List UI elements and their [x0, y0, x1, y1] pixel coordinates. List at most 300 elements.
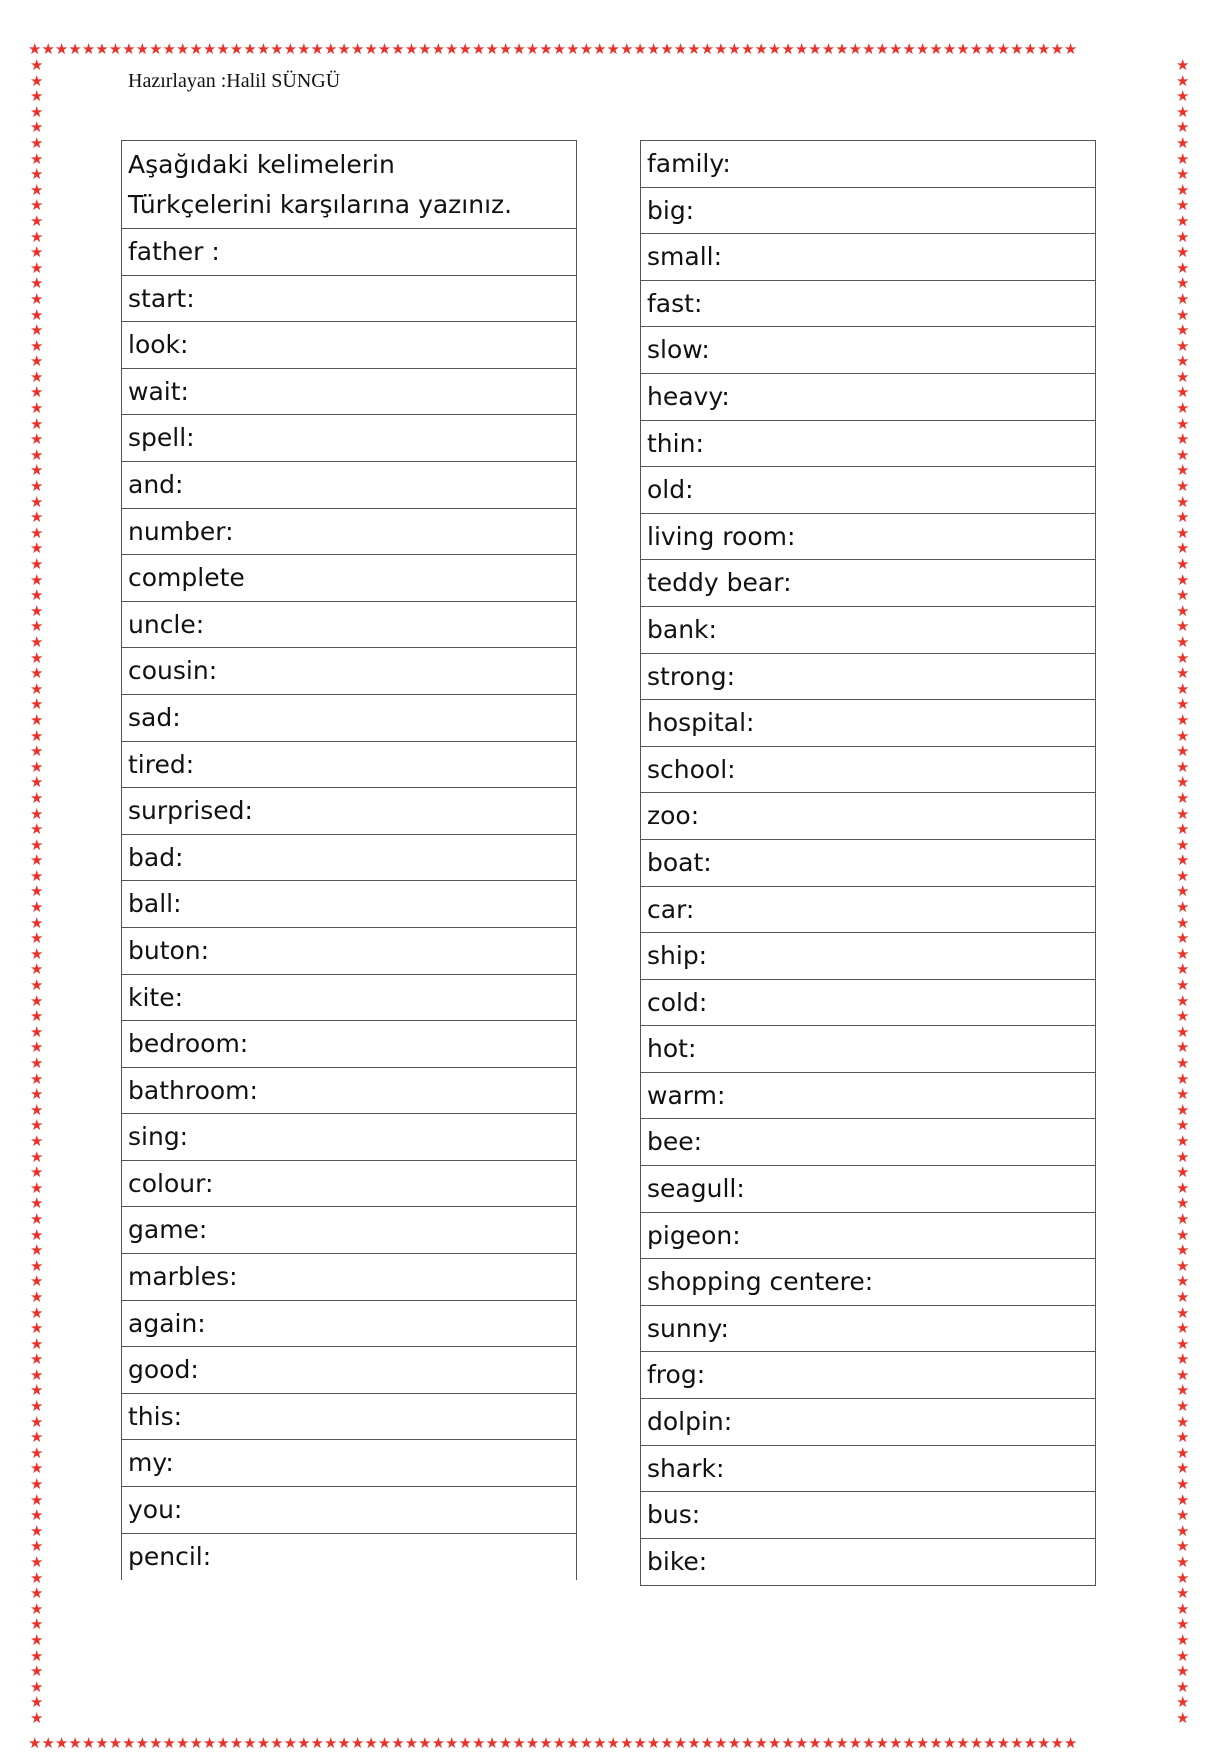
star-icon: ★	[606, 1736, 620, 1752]
star-icon: ★	[942, 42, 957, 58]
star-icon: ★	[1176, 243, 1190, 262]
star-icon: ★	[30, 1490, 44, 1509]
star-icon: ★	[30, 1131, 44, 1150]
star-border-top	[28, 42, 1188, 60]
star-icon: ★	[350, 1736, 365, 1752]
star-icon: ★	[81, 1736, 96, 1752]
star-icon: ★	[1176, 913, 1190, 932]
star-border-left	[30, 58, 48, 1738]
word-row: complete	[122, 555, 576, 602]
star-icon: ★	[862, 42, 876, 58]
star-icon: ★	[391, 42, 405, 58]
star-icon: ★	[1176, 321, 1190, 340]
star-icon: ★	[28, 42, 42, 58]
star-icon: ★	[633, 42, 647, 58]
star-icon: ★	[1176, 898, 1190, 917]
word-row: buton:	[122, 928, 576, 975]
star-icon: ★	[1176, 1287, 1190, 1306]
star-icon: ★	[552, 1736, 567, 1752]
star-icon: ★	[30, 1303, 44, 1322]
star-icon: ★	[68, 42, 82, 58]
word-row: game:	[122, 1207, 576, 1254]
star-icon: ★	[30, 742, 44, 761]
star-icon: ★	[30, 1428, 44, 1447]
star-icon: ★	[512, 1736, 526, 1752]
star-icon: ★	[323, 42, 338, 58]
star-icon: ★	[95, 42, 109, 58]
star-icon: ★	[30, 851, 44, 870]
star-icon: ★	[162, 42, 176, 58]
star-icon: ★	[1176, 804, 1190, 823]
star-icon: ★	[149, 42, 163, 58]
star-icon: ★	[431, 1736, 446, 1752]
star-icon: ★	[1176, 601, 1190, 620]
star-icon: ★	[30, 211, 44, 230]
star-icon: ★	[30, 539, 44, 558]
star-icon: ★	[754, 1736, 768, 1752]
star-icon: ★	[458, 1736, 472, 1752]
star-icon: ★	[30, 1475, 44, 1494]
star-icon: ★	[30, 102, 44, 121]
star-icon: ★	[1176, 586, 1190, 605]
star-icon: ★	[646, 42, 661, 58]
word-row: teddy bear:	[641, 560, 1095, 607]
star-icon: ★	[189, 1736, 203, 1752]
star-icon: ★	[30, 414, 44, 433]
star-border-bottom	[28, 1736, 1188, 1754]
star-icon: ★	[30, 804, 44, 823]
star-icon: ★	[297, 1736, 311, 1752]
word-row: hot:	[641, 1026, 1095, 1073]
star-icon: ★	[1176, 1163, 1190, 1182]
star-icon: ★	[30, 1319, 44, 1338]
star-icon: ★	[30, 430, 44, 449]
word-row: again:	[122, 1301, 576, 1348]
star-icon: ★	[54, 42, 69, 58]
star-icon: ★	[30, 399, 44, 418]
star-icon: ★	[30, 1100, 44, 1119]
star-icon: ★	[377, 42, 392, 58]
star-icon: ★	[1176, 1490, 1190, 1509]
star-icon: ★	[1176, 976, 1190, 995]
star-icon: ★	[30, 866, 44, 885]
star-icon: ★	[498, 42, 513, 58]
star-icon: ★	[915, 1736, 930, 1752]
star-icon: ★	[30, 508, 44, 527]
star-icon: ★	[30, 648, 44, 667]
star-icon: ★	[525, 1736, 540, 1752]
star-icon: ★	[741, 1736, 755, 1752]
word-row: uncle:	[122, 602, 576, 649]
star-icon: ★	[1176, 851, 1190, 870]
star-icon: ★	[902, 1736, 916, 1752]
star-icon: ★	[122, 42, 136, 58]
star-icon: ★	[30, 1630, 44, 1649]
star-icon: ★	[1176, 1209, 1190, 1228]
star-icon: ★	[30, 1178, 44, 1197]
star-icon: ★	[1176, 726, 1190, 745]
star-icon: ★	[1176, 1646, 1190, 1665]
star-icon: ★	[1176, 336, 1190, 355]
star-icon: ★	[30, 165, 44, 184]
word-row: strong:	[641, 654, 1095, 701]
star-icon: ★	[1176, 477, 1190, 496]
star-icon: ★	[1176, 1319, 1190, 1338]
star-icon: ★	[30, 243, 44, 262]
star-icon: ★	[1176, 1599, 1190, 1618]
star-icon: ★	[30, 336, 44, 355]
star-icon: ★	[1176, 1428, 1190, 1447]
star-icon: ★	[1176, 508, 1190, 527]
star-icon: ★	[1176, 835, 1190, 854]
word-row: surprised:	[122, 788, 576, 835]
star-icon: ★	[41, 42, 55, 58]
star-icon: ★	[256, 1736, 271, 1752]
star-icon: ★	[283, 42, 298, 58]
star-icon: ★	[1176, 617, 1190, 636]
star-icon: ★	[1176, 258, 1190, 277]
star-icon: ★	[30, 1022, 44, 1041]
star-icon: ★	[1176, 1069, 1190, 1088]
star-icon: ★	[1176, 960, 1190, 979]
star-icon: ★	[606, 42, 620, 58]
star-icon: ★	[996, 1736, 1011, 1752]
star-icon: ★	[646, 1736, 661, 1752]
star-icon: ★	[1176, 929, 1190, 948]
star-icon: ★	[81, 42, 96, 58]
star-icon: ★	[983, 42, 997, 58]
star-icon: ★	[243, 42, 257, 58]
star-icon: ★	[30, 617, 44, 636]
star-icon: ★	[498, 1736, 513, 1752]
star-icon: ★	[727, 1736, 742, 1752]
star-icon: ★	[30, 1568, 44, 1587]
star-icon: ★	[30, 991, 44, 1010]
star-icon: ★	[30, 1054, 44, 1072]
word-row: sunny:	[641, 1306, 1095, 1353]
word-row: my:	[122, 1440, 576, 1487]
star-icon: ★	[1176, 1584, 1190, 1603]
star-icon: ★	[687, 42, 701, 58]
star-icon: ★	[781, 1736, 795, 1752]
star-icon: ★	[633, 1736, 647, 1752]
star-icon: ★	[1176, 1225, 1190, 1244]
star-icon: ★	[28, 1736, 42, 1752]
word-row: living room:	[641, 514, 1095, 561]
star-icon: ★	[1176, 352, 1190, 371]
star-icon: ★	[1176, 648, 1190, 667]
star-icon: ★	[1176, 1475, 1190, 1494]
star-icon: ★	[337, 42, 351, 58]
star-icon: ★	[30, 898, 44, 917]
star-icon: ★	[30, 1397, 44, 1416]
star-icon: ★	[485, 42, 499, 58]
star-icon: ★	[929, 1736, 943, 1752]
star-icon: ★	[30, 1553, 44, 1571]
word-row: school:	[641, 747, 1095, 794]
word-row: kite:	[122, 975, 576, 1022]
word-row: family:	[641, 141, 1095, 188]
star-icon: ★	[30, 1069, 44, 1088]
star-icon: ★	[149, 1736, 163, 1752]
star-icon: ★	[1023, 1736, 1037, 1752]
star-icon: ★	[821, 42, 836, 58]
star-icon: ★	[471, 1736, 486, 1752]
star-icon: ★	[593, 1736, 607, 1752]
star-icon: ★	[162, 1736, 176, 1752]
star-icon: ★	[619, 42, 634, 58]
star-icon: ★	[1176, 383, 1190, 402]
star-icon: ★	[364, 42, 378, 58]
star-icon: ★	[41, 1736, 55, 1752]
star-icon: ★	[30, 1225, 44, 1244]
star-icon: ★	[821, 1736, 836, 1752]
star-icon: ★	[30, 305, 44, 324]
star-icon: ★	[30, 695, 44, 714]
star-icon: ★	[30, 58, 44, 74]
star-icon: ★	[848, 1736, 863, 1752]
star-icon: ★	[579, 42, 594, 58]
star-icon: ★	[1176, 742, 1190, 761]
star-icon: ★	[30, 1599, 44, 1618]
star-icon: ★	[30, 1677, 44, 1696]
star-icon: ★	[30, 1521, 44, 1540]
star-icon: ★	[835, 1736, 849, 1752]
star-icon: ★	[30, 1537, 44, 1556]
star-icon: ★	[189, 42, 203, 58]
star-icon: ★	[30, 726, 44, 745]
star-icon: ★	[1176, 196, 1190, 215]
star-icon: ★	[30, 1708, 44, 1727]
star-icon: ★	[1176, 695, 1190, 714]
word-row: zoo:	[641, 793, 1095, 840]
star-icon: ★	[1176, 944, 1190, 963]
star-icon: ★	[30, 960, 44, 979]
instructions-cell	[122, 141, 576, 229]
star-icon: ★	[1176, 1630, 1190, 1649]
star-icon: ★	[660, 42, 674, 58]
star-icon: ★	[1176, 274, 1190, 293]
word-row: ball:	[122, 881, 576, 928]
star-icon: ★	[566, 42, 580, 58]
star-icon: ★	[404, 42, 419, 58]
star-icon: ★	[1176, 102, 1190, 121]
star-icon: ★	[30, 1241, 44, 1260]
star-icon: ★	[30, 1085, 44, 1104]
star-icon: ★	[1063, 42, 1078, 58]
star-icon: ★	[30, 1272, 44, 1291]
star-icon: ★	[714, 1736, 728, 1752]
star-icon: ★	[30, 321, 44, 340]
star-icon: ★	[996, 42, 1011, 58]
star-icon: ★	[458, 42, 472, 58]
star-icon: ★	[1176, 1038, 1190, 1057]
star-icon: ★	[1176, 289, 1190, 308]
star-icon: ★	[1050, 1736, 1064, 1752]
star-icon: ★	[579, 1736, 594, 1752]
star-icon: ★	[1176, 788, 1190, 807]
star-icon: ★	[30, 1381, 44, 1400]
word-row: marbles:	[122, 1254, 576, 1301]
star-icon: ★	[1176, 1241, 1190, 1260]
star-icon: ★	[1010, 42, 1024, 58]
star-icon: ★	[1176, 1116, 1190, 1135]
star-icon: ★	[445, 1736, 459, 1752]
star-icon: ★	[297, 42, 311, 58]
star-icon: ★	[30, 913, 44, 932]
star-icon: ★	[30, 445, 44, 464]
star-icon: ★	[1176, 1022, 1190, 1041]
word-row: bank:	[641, 607, 1095, 654]
star-icon: ★	[30, 1116, 44, 1135]
star-icon: ★	[956, 42, 970, 58]
word-row: small:	[641, 234, 1095, 281]
star-icon: ★	[310, 1736, 324, 1752]
word-row: bee:	[641, 1119, 1095, 1166]
star-icon: ★	[660, 1736, 674, 1752]
star-icon: ★	[30, 1646, 44, 1665]
star-icon: ★	[30, 352, 44, 371]
star-icon: ★	[1176, 1194, 1190, 1213]
word-row: dolpin:	[641, 1399, 1095, 1446]
star-icon: ★	[30, 1147, 44, 1166]
star-icon: ★	[30, 383, 44, 402]
word-row: bus:	[641, 1492, 1095, 1539]
star-icon: ★	[929, 42, 943, 58]
star-icon: ★	[445, 42, 459, 58]
star-icon: ★	[1176, 991, 1190, 1010]
star-icon: ★	[95, 1736, 109, 1752]
star-icon: ★	[202, 42, 217, 58]
star-icon: ★	[175, 42, 190, 58]
word-row: cold:	[641, 980, 1095, 1027]
star-icon: ★	[1176, 1708, 1190, 1727]
word-row: old:	[641, 467, 1095, 514]
star-icon: ★	[30, 1459, 44, 1478]
star-icon: ★	[956, 1736, 970, 1752]
star-icon: ★	[1176, 399, 1190, 418]
star-icon: ★	[1176, 118, 1190, 137]
star-icon: ★	[30, 1007, 44, 1026]
star-icon: ★	[1176, 1334, 1190, 1353]
star-icon: ★	[229, 1736, 244, 1752]
star-icon: ★	[767, 42, 782, 58]
star-icon: ★	[270, 42, 284, 58]
star-icon: ★	[30, 679, 44, 698]
word-row: shopping centere:	[641, 1259, 1095, 1306]
star-icon: ★	[323, 1736, 338, 1752]
star-icon: ★	[539, 42, 553, 58]
star-icon: ★	[1036, 1736, 1051, 1752]
right-word-table	[640, 140, 1096, 1586]
star-icon: ★	[283, 1736, 298, 1752]
star-icon: ★	[108, 1736, 123, 1752]
star-icon: ★	[30, 570, 44, 589]
star-icon: ★	[30, 601, 44, 620]
star-icon: ★	[1176, 1303, 1190, 1322]
star-icon: ★	[1176, 1443, 1190, 1462]
star-icon: ★	[1176, 227, 1190, 246]
star-icon: ★	[808, 42, 822, 58]
star-icon: ★	[404, 1736, 419, 1752]
word-row: warm:	[641, 1073, 1095, 1120]
word-row: father :	[122, 229, 576, 276]
star-icon: ★	[983, 1736, 997, 1752]
star-icon: ★	[30, 944, 44, 963]
star-icon: ★	[431, 42, 446, 58]
star-icon: ★	[30, 1287, 44, 1306]
star-icon: ★	[1176, 1568, 1190, 1587]
star-icon: ★	[1176, 367, 1190, 386]
star-icon: ★	[1176, 710, 1190, 729]
star-icon: ★	[808, 1736, 822, 1752]
star-icon: ★	[969, 42, 984, 58]
star-icon: ★	[1176, 1054, 1190, 1072]
star-icon: ★	[741, 42, 755, 58]
star-icon: ★	[30, 1412, 44, 1431]
star-icon: ★	[30, 274, 44, 293]
star-icon: ★	[30, 586, 44, 605]
star-icon: ★	[1176, 445, 1190, 464]
star-icon: ★	[754, 42, 768, 58]
star-icon: ★	[687, 1736, 701, 1752]
star-icon: ★	[30, 788, 44, 807]
star-icon: ★	[30, 1693, 44, 1712]
star-icon: ★	[391, 1736, 405, 1752]
star-icon: ★	[875, 42, 889, 58]
word-row: bedroom:	[122, 1021, 576, 1068]
word-row: frog:	[641, 1352, 1095, 1399]
author-line: Hazırlayan :Halil SÜNGÜ	[128, 70, 341, 92]
star-icon: ★	[673, 1736, 688, 1752]
star-icon: ★	[1176, 1412, 1190, 1431]
word-row: boat:	[641, 840, 1095, 887]
star-icon: ★	[30, 710, 44, 729]
star-icon: ★	[30, 1584, 44, 1603]
star-icon: ★	[30, 882, 44, 901]
word-row: hospital:	[641, 700, 1095, 747]
star-icon: ★	[30, 1256, 44, 1275]
star-icon: ★	[862, 1736, 876, 1752]
star-icon: ★	[1176, 305, 1190, 324]
star-icon: ★	[30, 929, 44, 948]
star-icon: ★	[30, 1350, 44, 1369]
star-icon: ★	[122, 1736, 136, 1752]
instructions-line-1: Aşağıdaki kelimelerin	[128, 150, 395, 179]
star-icon: ★	[552, 42, 567, 58]
word-row: start:	[122, 276, 576, 323]
star-icon: ★	[619, 1736, 634, 1752]
word-row: thin:	[641, 421, 1095, 468]
star-icon: ★	[30, 71, 44, 90]
star-icon: ★	[539, 1736, 553, 1752]
star-icon: ★	[1010, 1736, 1024, 1752]
star-icon: ★	[30, 835, 44, 854]
star-border-right	[1176, 58, 1194, 1738]
star-icon: ★	[30, 1443, 44, 1462]
word-row: ship:	[641, 933, 1095, 980]
star-icon: ★	[270, 1736, 284, 1752]
star-icon: ★	[1176, 820, 1190, 839]
star-icon: ★	[1176, 1662, 1190, 1681]
word-row: and:	[122, 462, 576, 509]
word-row: big:	[641, 188, 1095, 235]
star-icon: ★	[30, 477, 44, 496]
star-icon: ★	[727, 42, 742, 58]
star-icon: ★	[377, 1736, 392, 1752]
word-row: this:	[122, 1394, 576, 1441]
word-row: colour:	[122, 1161, 576, 1208]
